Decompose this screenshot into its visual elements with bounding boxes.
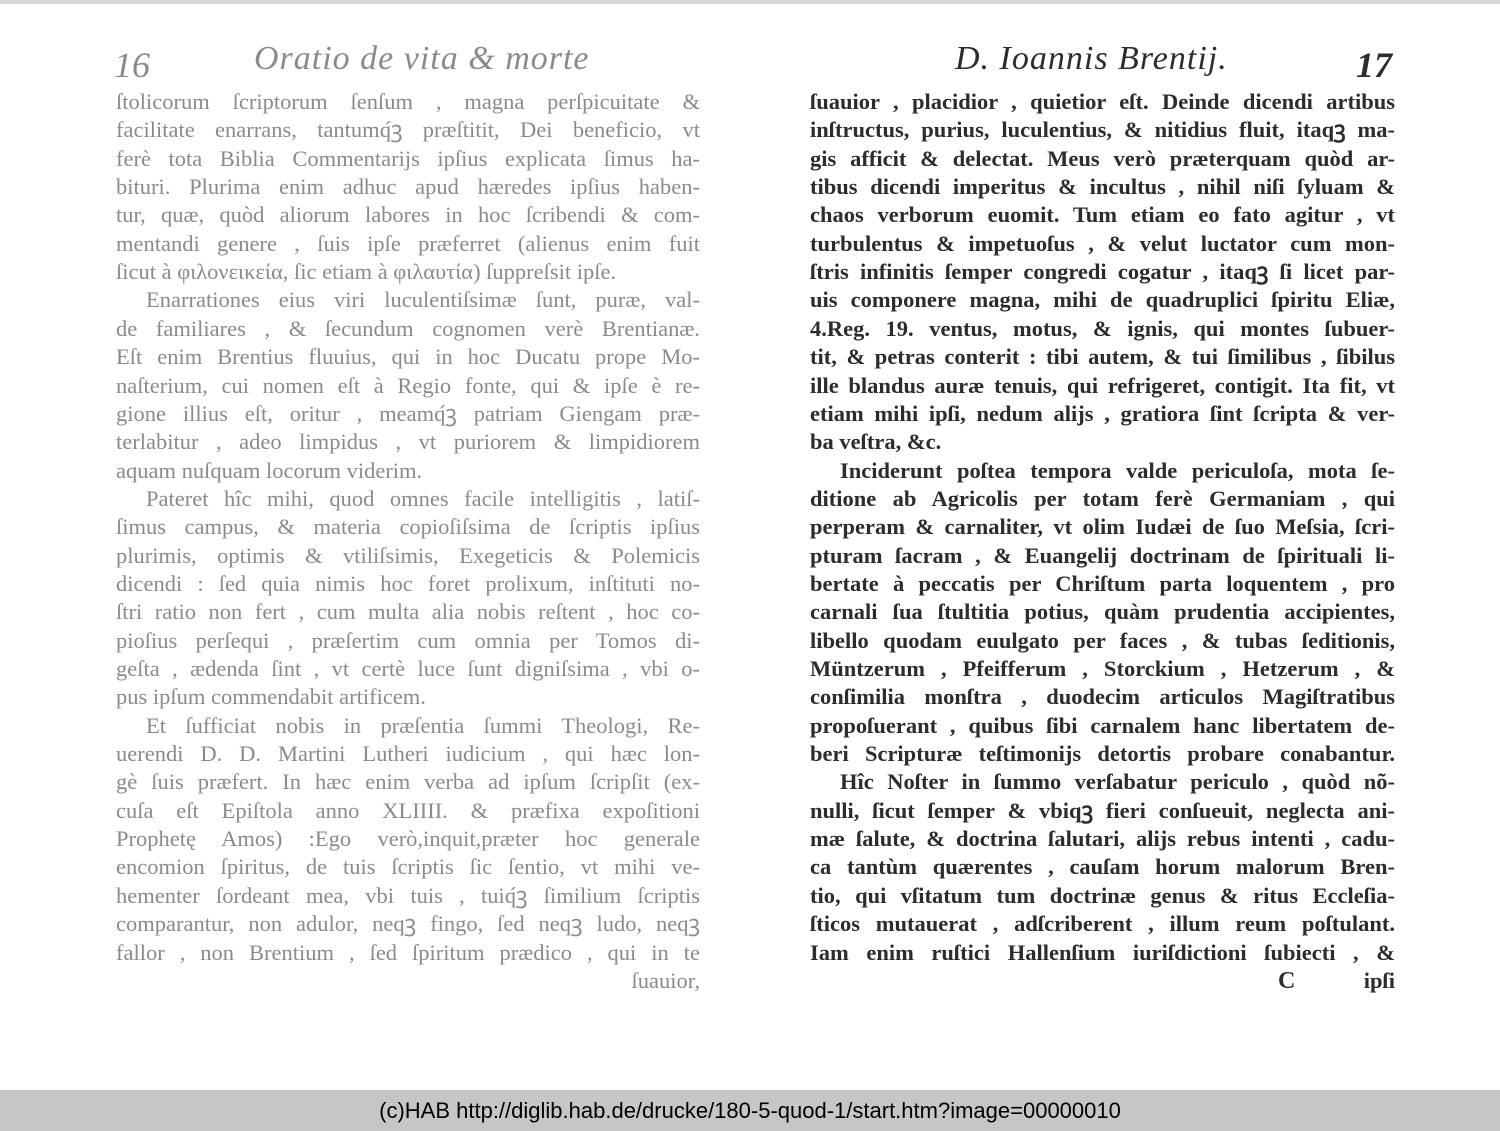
text-line: uis componere magna, mihi de quadruplici ſpiritu Eliæ,: [810, 287, 1395, 313]
text-line: geſta , ædenda ſint , vt certè luce ſunt digniſsima , vbi o-: [116, 656, 700, 681]
text-line: ſicut à φιλονεικεία, ſic etiam à φιλαυτία) ſuppreſsit ipſe.: [116, 259, 617, 285]
running-head: D. Ioannis Brentij.: [955, 40, 1228, 77]
text-line: aquam nuſquam locorum viderim.: [116, 457, 423, 483]
text-line: naſterium, cui nomen eſt à Regio fonte, qui & ipſe è re-: [116, 372, 700, 398]
text-line: ditione ab Agricolis per totam ferè Germaniam , qui: [810, 485, 1395, 511]
text-line: terlabitur , adeo limpidus , vt puriorem & limpidiorem: [116, 429, 700, 455]
text-line: gis afficit & delectat. Meus verò præterquam quòd ar-: [810, 145, 1395, 171]
text-line: ferè tota Biblia Commentarijs ipſius explicata ſimus ha-: [116, 145, 700, 171]
text-line: nulli, ſicut ſemper & vbiqꝫ fieri conſueuit, neglecta ani-: [810, 797, 1395, 823]
text-line: inſtructus, purius, luculentius, & nitidius fluit, itaqꝫ ma-: [810, 117, 1395, 143]
text-line: pturam ſacram , & Euangelij doctrinam de ſpirituali li-: [810, 542, 1395, 568]
running-head: Oratio de vita & morte: [254, 40, 590, 77]
text-line: etiam mihi ipſi, nedum alijs , gratiora ſint ſcripta & ver-: [810, 400, 1395, 426]
catchword: ipſi: [1363, 967, 1395, 993]
text-line: mæ ſalute, & doctrina ſalutari, alijs rebus intenti , cadu-: [810, 826, 1395, 852]
text-line: tit, & petras conterit : tibi autem, & tui ſimilibus , ſibilus: [810, 344, 1395, 370]
text-line: comparantur, non adulor, neqꝫ fingo, ſed neqꝫ ludo, neqꝫ: [116, 911, 700, 937]
text-line: tur, quæ, quòd aliorum labores in hoc ſcribendi & com-: [116, 202, 700, 228]
text-line: uerendi D. D. Martini Lutheri iudicium , qui hæc lon-: [116, 741, 700, 767]
page-number: 16: [114, 45, 150, 85]
text-line: mentandi genere , ſuis ipſe præferret (alienus enim fuit: [116, 230, 700, 256]
text-line: ba veſtra, &c.: [810, 429, 942, 455]
footer-credit: (c)HAB http://diglib.hab.de/drucke/180-5-quod-1/start.htm?image=00000010: [379, 1097, 1121, 1123]
text-line: Et ſufficiat nobis in præſentia ſummi Theologi, Re-: [146, 712, 700, 738]
text-line: ſticos mutauerat , adſcriberent , illum reum poſtulant.: [810, 911, 1395, 937]
text-line: dicendi : ſed quia nimis hoc foret prolixum, inſtituti no-: [116, 570, 700, 596]
text-line: facilitate enarrans, tantumq́ꝫ præſtitit, Dei beneficio, vt: [116, 117, 700, 143]
text-line: bertate à peccatis per Chriſtum parta loquentem , pro: [810, 570, 1395, 596]
right-page: [750, 0, 1500, 1090]
text-line: pioſius perſequi , præſertim cum omnia per Tomos di-: [116, 627, 700, 653]
text-line: ille blandus auræ tenuis, qui refrigeret, contigit. Ita fit, vt: [810, 372, 1395, 398]
text-line: propoſuerant , quibus ſibi carnalem hanc libertatem de-: [810, 712, 1395, 738]
text-line: Eſt enim Brentius fluuius, qui in hoc Ducatu prope Mo-: [116, 344, 700, 370]
text-line: tio, qui vſitatum tum doctrinæ genus & ritus Eccleſia-: [810, 882, 1395, 908]
text-line: pus ipſum commendabit artificem.: [116, 684, 426, 710]
text-line: bituri. Plurima enim adhuc apud hæredes ipſius haben-: [116, 174, 700, 200]
text-line: ſuauior , placidior , quietior eſt. Deinde dicendi artibus: [810, 89, 1395, 114]
footer-bar: [0, 1090, 1500, 1131]
text-line: tibus dicendi imperitus & incultus , nihil niſi ſyluam &: [810, 174, 1395, 200]
text-line: Müntzerum , Pfeifferum , Storckium , Hetzerum , &: [810, 656, 1395, 681]
left-page: [0, 0, 750, 1090]
text-line: de familiares , & ſecundum cognomen verè Brentianæ.: [116, 315, 700, 341]
text-line: fallor , non Brentium , ſed ſpiritum prædico , qui in te: [116, 939, 700, 965]
text-line: perperam & carnaliter, vt olim Iudæi de ſuo Meſsia, ſcri-: [810, 514, 1395, 540]
text-line: Prophetę Amos) :Ego verò,inquit,præter hoc generale: [116, 826, 700, 852]
text-line: turbulentus & impetuoſus , & velut luctator cum mon-: [810, 230, 1395, 256]
text-line: Iam enim ruſtici Hallenſium iuriſdictioni ſubiecti , &: [810, 939, 1395, 965]
text-line: hementer ſordeant mea, vbi tuis , tuiq́ꝫ ſimilium ſcriptis: [116, 882, 700, 908]
text-line: ſtri ratio non fert , cum multa alia nobis reſtent , hoc co-: [116, 599, 700, 625]
text-line: encomion ſpiritus, de tuis ſcriptis ſic ſentio, vt mihi ve-: [116, 854, 700, 880]
text-line: Hîc Noſter in ſummo verſabatur periculo , quòd nõ-: [840, 769, 1395, 795]
text-line: chaos verborum euomit. Tum etiam eo fato agitur , vt: [810, 202, 1395, 228]
text-line: Enarrationes eius viri luculentiſsimæ ſunt, puræ, val-: [146, 287, 700, 313]
text-line: conſimilia monſtra , duodecim articulos Magiſtratibus: [810, 684, 1395, 710]
text-line: ca tantùm quærentes , cauſam horum malorum Bren-: [810, 854, 1395, 880]
text-line: carnali ſua ſtultitia potius, quàm prudentia accipientes,: [810, 599, 1395, 625]
text-line: ſimus campus, & materia copioſiſsima de ſcriptis ipſius: [116, 514, 700, 540]
text-line: plurimis, optimis & vtiliſsimis, Exegeticis & Polemicis: [116, 542, 700, 568]
text-line: gè ſuis præfert. In hæc enim verba ad ipſum ſcripſit (ex-: [116, 769, 700, 795]
text-line: ſtris infinitis ſemper congredi cogatur , itaqꝫ ſi licet par-: [810, 259, 1395, 285]
text-line: 4.Reg. 19. ventus, motus, & ignis, qui montes ſubuer-: [810, 315, 1395, 341]
catchword: ſuauior,: [631, 967, 700, 993]
text-line: ſtolicorum ſcriptorum ſenſum , magna perſpicuitate &: [116, 89, 700, 114]
text-line: gione illius eſt, oritur , meamq́ꝫ patriam Giengam præ-: [116, 400, 700, 426]
text-line: Pateret hîc mihi, quod omnes facile intelligitis , latiſ-: [146, 485, 700, 511]
text-line: Inciderunt poſtea tempora valde periculoſa, mota ſe-: [840, 457, 1395, 483]
text-line: cuſa eſt Epiſtola anno XLIIII. & præfixa expoſitioni: [116, 797, 700, 823]
signature-mark: C: [1278, 968, 1296, 994]
text-line: libello quodam euulgato per faces , & tubas ſeditionis,: [810, 627, 1395, 653]
text-line: beri Scripturæ teſtimonijs detortis probare conabantur.: [810, 741, 1395, 767]
page-number: 17: [1356, 45, 1392, 85]
